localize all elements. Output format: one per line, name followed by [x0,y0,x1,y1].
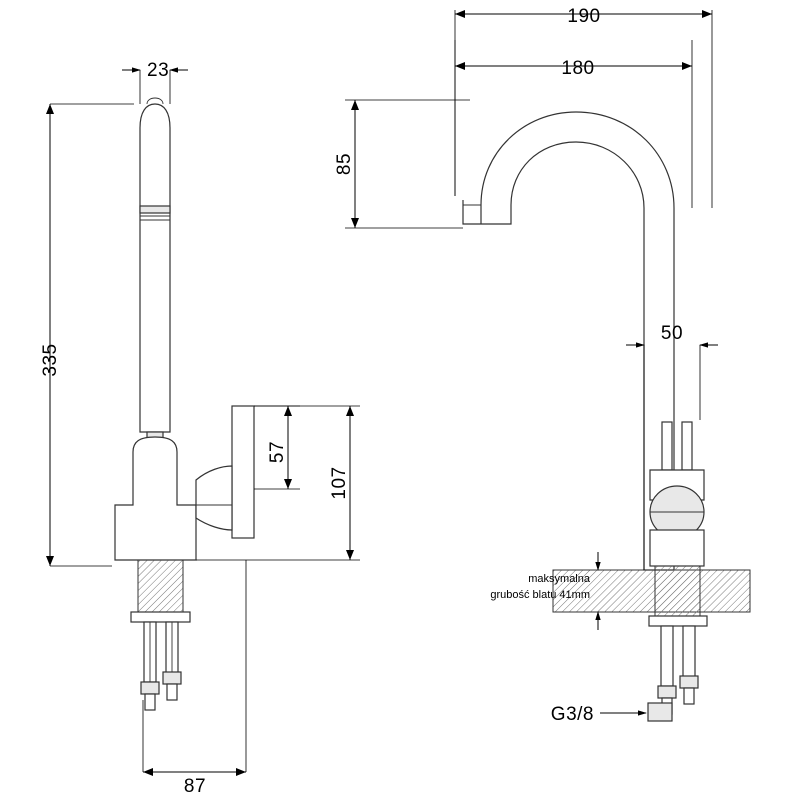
dim-23-label: 23 [147,60,170,81]
dim-87-label: 87 [183,776,207,797]
dim-57-label: 57 [267,440,288,464]
dim-107-label: 107 [329,466,350,500]
front-view-dimensions [40,60,360,797]
dim-335-label: 335 [40,343,61,377]
countertop-note-line1: maksymalna [528,573,590,585]
front-view-faucet [115,98,254,710]
dim-g38-label: G3/8 [550,704,594,725]
dim-180-label: 180 [561,58,595,79]
countertop-note-line2: grubość blatu 41mm [490,589,590,601]
dim-50-label: 50 [660,323,684,344]
dim-85-label: 85 [334,152,355,176]
side-view-faucet [463,112,750,721]
dim-190-label: 190 [567,6,601,27]
